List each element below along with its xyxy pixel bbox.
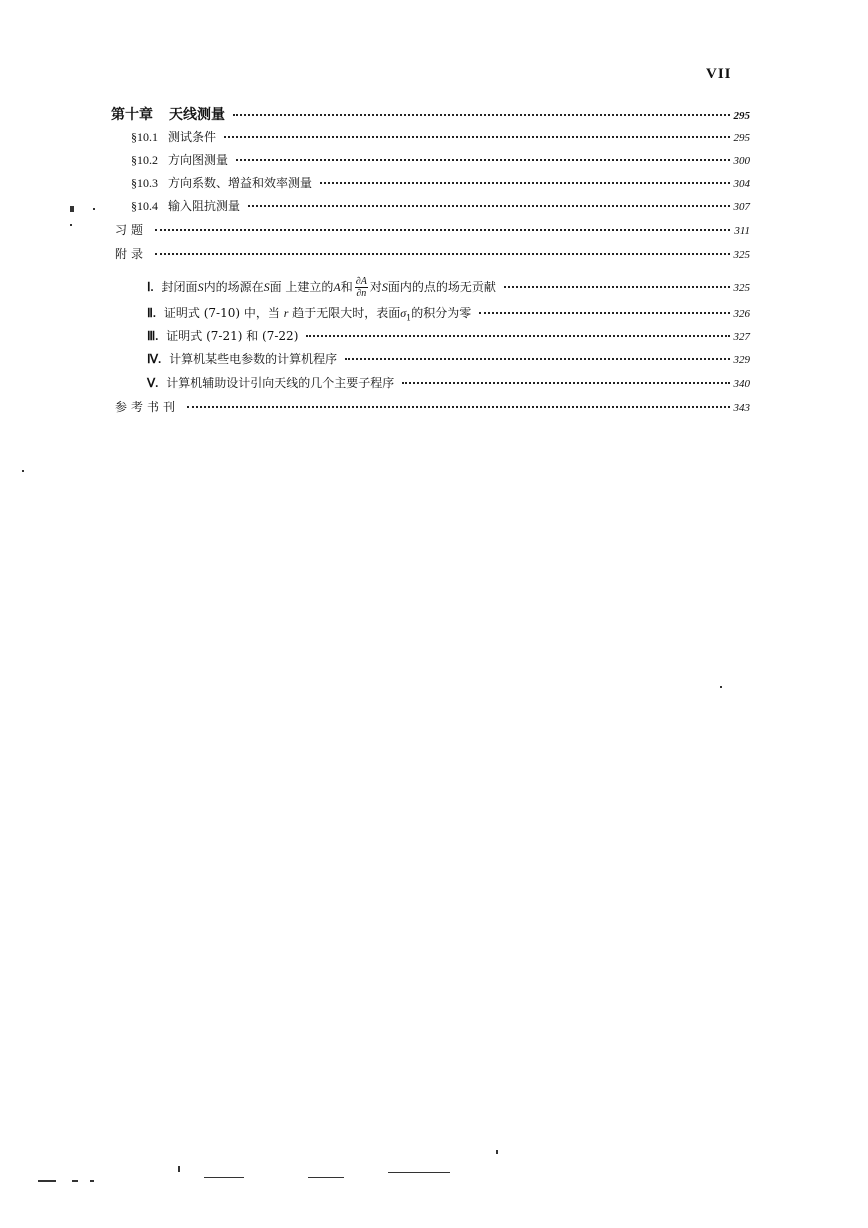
toc-section-10-1[interactable] [131,128,750,150]
section-title: 测试条件 [168,130,217,144]
scan-speck [70,224,72,226]
leader-dots [233,114,730,116]
section-page: 300 [733,155,750,167]
section-page: 307 [733,201,750,213]
page-number: VII [706,66,732,82]
appendix-numeral: Ⅳ. [147,352,162,366]
leader-dots [155,229,730,231]
section-title: 方向系数、增益和效率测量 [168,176,313,190]
exercises-title: 习题 [115,223,148,237]
leader-dots [345,358,729,360]
toc-section-10-4[interactable] [131,197,750,219]
chapter-number: 第十章 [111,107,153,123]
appendix-numeral: Ⅴ. [147,376,159,390]
leader-dots [504,286,730,288]
leader-dots [236,159,729,161]
references-title: 参考书刊 [115,400,180,414]
appendix-item-page: 327 [733,331,750,343]
chapter-title: 天线测量 [169,107,225,123]
section-number: §10.4 [131,199,158,213]
appendix-item-page: 329 [733,354,750,366]
leader-dots [402,382,729,384]
section-number: §10.2 [131,153,158,167]
toc-exercises[interactable] [115,221,750,243]
appendix-title: 附录 [115,247,148,261]
leader-dots [320,182,729,184]
appendix-item-page: 325 [733,282,750,294]
appendix-numeral: Ⅱ. [147,306,156,320]
toc-appendix-item-2[interactable] [147,304,750,326]
scan-speck [720,686,722,688]
leader-dots [248,205,729,207]
chapter-page: 295 [733,110,750,122]
references-page: 343 [733,402,750,414]
toc-appendix[interactable] [115,245,750,267]
toc-chapter-10[interactable] [111,104,750,126]
section-title: 方向图测量 [168,153,229,167]
scan-speck [22,470,24,472]
section-number: §10.1 [131,130,158,144]
appendix-item-text: 封闭面S内的场源在S面 上建立的A和 $\frac{\partial A}{\partial n}$ 对S面内的点的场无贡献 [161,276,496,299]
appendix-item-page: 326 [733,308,750,320]
toc-references[interactable] [115,398,750,420]
appendix-item-text: 计算机某些电参数的计算机程序 [169,352,338,366]
appendix-item-text: 证明式 (7-21) 和 (7-22) [166,329,299,343]
scan-speck [496,1150,498,1154]
appendix-item-text: 证明式 (7-10) 中，当 r 趋于无限大时，表面$\sigma_1$的积分为零 [163,306,472,323]
appendix-item-text: 计算机辅助设计引向天线的几个主要子程序 [166,376,395,390]
section-page: 295 [733,132,750,144]
toc-appendix-item-5[interactable] [147,374,750,396]
section-title: 输入阻抗测量 [168,199,241,213]
toc-section-10-3[interactable] [131,174,750,196]
toc-section-10-2[interactable] [131,151,750,173]
toc-appendix-item-1[interactable] [147,276,750,298]
partial-derivative-fraction: $\frac{\partial A}{\partial n}$ [355,276,367,299]
toc-appendix-item-4[interactable] [147,350,750,372]
scan-speck [72,1180,78,1182]
appendix-numeral: Ⅰ. [147,280,154,294]
appendix-page: 325 [733,249,750,261]
section-page: 304 [733,178,750,190]
appendix-item-page: 340 [733,378,750,390]
scan-speck [90,1180,94,1182]
appendix-numeral: Ⅲ. [147,329,159,343]
scan-speck [308,1177,344,1178]
scan-speck [38,1180,56,1182]
scan-speck [388,1172,450,1173]
scan-speck [70,206,74,212]
leader-dots [187,406,729,408]
leader-dots [224,136,729,138]
toc-appendix-item-3[interactable] [147,327,750,349]
scan-speck [204,1177,244,1178]
exercises-page: 311 [734,225,750,237]
scan-speck [93,208,95,210]
leader-dots [155,253,729,255]
scan-speck [178,1166,180,1172]
leader-dots [479,312,729,314]
section-number: §10.3 [131,176,158,190]
leader-dots [306,335,729,337]
